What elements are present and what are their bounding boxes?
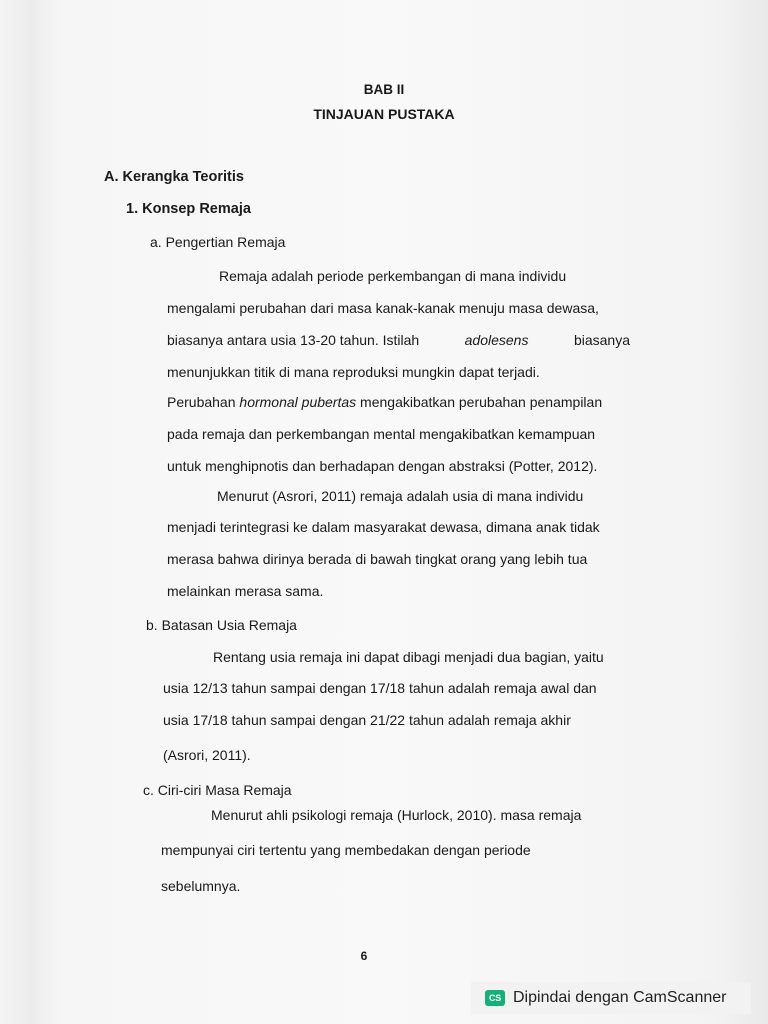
item-a-heading: a. Pengertian Remaja (150, 234, 286, 250)
watermark-text: Dipindai dengan CamScanner (513, 989, 727, 1006)
item-b-paragraph-line-4: (Asrori, 2011). (163, 747, 251, 763)
item-b-paragraph-line-2: usia 12/13 tahun sampai dengan 17/18 tahun adalah remaja awal dan (163, 680, 597, 696)
chapter-title: TINJAUAN PUSTAKA (313, 106, 455, 122)
item-a-paragraph-1-line-7: untuk menghipnotis dan berhadapan dengan abstraksi (Potter, 2012). (167, 458, 598, 474)
item-c-paragraph-line-2: mempunyai ciri tertentu yang membedakan dengan periode (161, 842, 531, 858)
text-segment: biasanya antara usia 13-20 tahun. Istilah (167, 332, 420, 348)
item-a-paragraph-1-line-3 (167, 331, 630, 349)
italic-term: adolesens (464, 332, 529, 348)
item-c-paragraph-line-1: Menurut ahli psikologi remaja (Hurlock, 2010). masa remaja (211, 807, 582, 823)
camscanner-watermark (471, 982, 751, 1014)
item-b-paragraph-line-1: Rentang usia remaja ini dapat dibagi menjadi dua bagian, yaitu (213, 649, 604, 665)
page-number: 6 (360, 949, 368, 963)
item-a-paragraph-1-line-4: menunjukkan titik di mana reproduksi mungkin dapat terjadi. (167, 364, 540, 380)
item-a-paragraph-2-line-3: merasa bahwa dirinya berada di bawah tingkat orang yang lebih tua (167, 551, 588, 567)
text-segment: Perubahan (167, 394, 236, 410)
item-a-paragraph-1-line-6: pada remaja dan perkembangan mental mengakibatkan kemampuan (167, 426, 596, 442)
text-line: Remaja adalah periode perkembangan di mana individu (219, 268, 567, 284)
item-a-paragraph-1-line-2: mengalami perubahan dari masa kanak-kanak menuju masa dewasa, (167, 300, 599, 316)
chapter-label: BAB II (363, 82, 405, 97)
item-b-heading: b. Batasan Usia Remaja (146, 617, 297, 633)
text-segment: biasanya (573, 332, 630, 348)
item-c-paragraph-line-3: sebelumnya. (161, 878, 241, 894)
item-a-paragraph-1-line-5 (167, 393, 630, 411)
item-c-heading: c. Ciri-ciri Masa Remaja (143, 782, 292, 798)
section-heading: A. Kerangka Teoritis (104, 169, 244, 185)
italic-term: hormonal pubertas (239, 394, 357, 410)
text-segment: mengakibatkan perubahan penampilan (360, 394, 603, 410)
item-a-paragraph-2-line-4: melainkan merasa sama. (167, 583, 324, 599)
camscanner-logo-icon: CS (485, 990, 505, 1006)
item-b-paragraph-line-3: usia 17/18 tahun sampai dengan 21/22 tahun adalah remaja akhir (163, 712, 571, 728)
item-a-paragraph-2-line-2: menjadi terintegrasi ke dalam masyarakat dewasa, dimana anak tidak (167, 519, 600, 535)
item-a-paragraph-2-line-1: Menurut (Asrori, 2011) remaja adalah usia di mana individu (217, 488, 584, 504)
item-a-paragraph-1-line-1 (219, 267, 630, 285)
subsection-heading: 1. Konsep Remaja (126, 201, 251, 217)
